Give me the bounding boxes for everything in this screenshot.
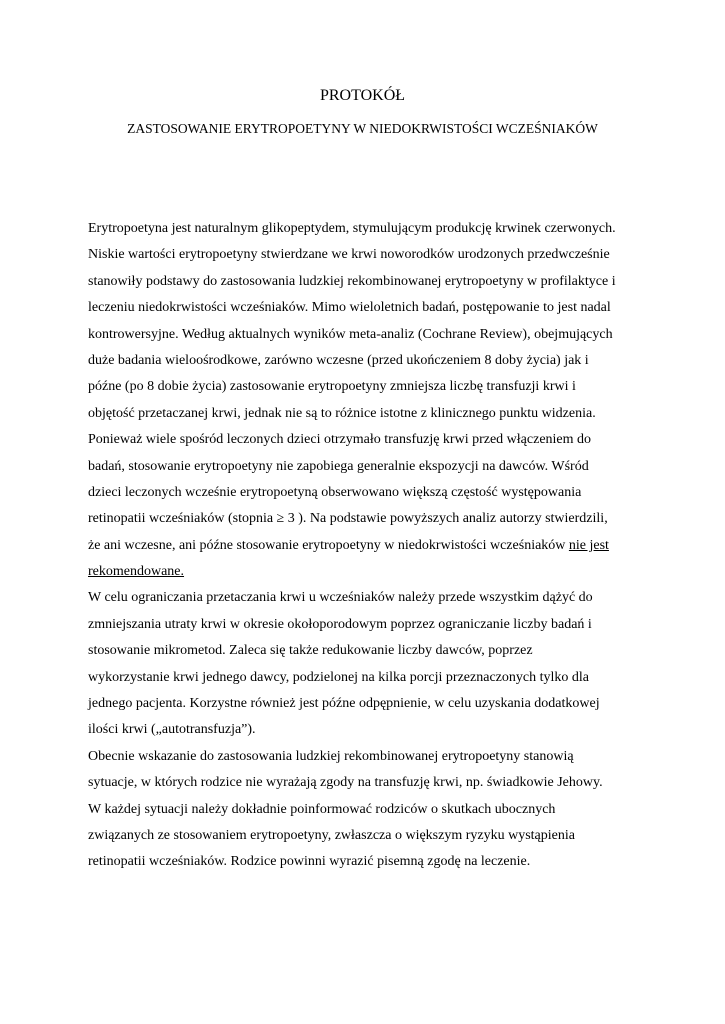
paragraph-4: [88, 800, 648, 879]
paragraph-3: [88, 747, 648, 800]
paragraph-line: objętość przetaczanej krwi, jednak nie są to różnice istotne z klinicznego punktu widzenia.: [88, 405, 596, 421]
paragraph-line: W każdej sytuacji należy dokładnie poinformować rodziców o skutkach ubocznych: [88, 801, 556, 817]
underlined-text: nie jest: [568, 537, 609, 553]
paragraph-line: kontrowersyjne. Według aktualnych wyników meta-analiz (Cochrane Review), obejmujących: [88, 326, 613, 342]
document-subtitle: ZASTOSOWANIE ERYTROPOETYNY W NIEDOKRWISTOŚCI WCZEŚNIAKÓW: [127, 121, 598, 136]
paragraph-line: [88, 536, 648, 562]
paragraph-line: Niskie wartości erytropoetyny stwierdzane we krwi noworodków urodzonych przedwcześnie: [88, 247, 610, 263]
paragraph-line: retinopatii wcześniaków. Rodzice powinni wyrazić pisemną zgodę na leczenie.: [88, 854, 531, 870]
paragraph-line: retinopatii wcześniaków (stopnia ≥ 3 ). Na podstawie powyższych analiz autorzy stwierdzili,: [88, 511, 608, 527]
paragraph-line: [88, 562, 648, 588]
paragraph-2: [88, 588, 648, 746]
paragraph-line: ilości krwi („autotransfuzja”).: [88, 722, 256, 738]
paragraph-line: związanych ze stosowaniem erytropoetyny, zwłaszcza o większym ryzyku wystąpienia: [88, 827, 575, 843]
paragraph-line: sytuacje, w których rodzice nie wyrażają zgody na transfuzję krwi, np. świadkowie Jehowy.: [88, 775, 603, 791]
paragraph-line: W celu ograniczania przetaczania krwi u wcześniaków należy przede wszystkim dążyć do: [88, 590, 593, 606]
paragraph-line: duże badania wieloośrodkowe, zarówno wczesne (przed ukończeniem 8 doby życia) jak i: [88, 352, 589, 368]
paragraph-line: Obecnie wskazanie do zastosowania ludzkiej rekombinowanej erytropoetyny stanowią: [88, 748, 574, 764]
paragraph-line: stosowanie mikrometod. Zaleca się także redukowanie liczby dawców, poprzez: [88, 643, 533, 659]
paragraph-line: Erytropoetyna jest naturalnym glikopeptydem, stymulującym produkcję krwinek czerwonych.: [88, 221, 616, 236]
paragraph-line: stanowiły podstawy do zastosowania ludzkiej rekombinowanej erytropoetyny w profilaktyce i: [88, 273, 616, 289]
document-body: [88, 219, 648, 879]
paragraph-line: wykorzystanie krwi jednego dawcy, podzielonej na kilka porcji przeznaczonych tylko dla: [88, 669, 589, 685]
underlined-text: rekomendowane.: [88, 564, 185, 580]
paragraph-line: badań, stosowanie erytropoetyny nie zapobiega generalnie ekspozycji na dawców. Wśród: [88, 458, 589, 474]
paragraph-1: [88, 219, 648, 588]
document-title: PROTOKÓŁ: [319, 87, 406, 104]
paragraph-line: jednego pacjenta. Korzystne również jest późne odpępnienie, w celu uzyskania dodatkowej: [88, 696, 600, 712]
paragraph-line: zmniejszania utraty krwi w okresie okołoporodowym poprzez ograniczanie liczby badań i: [88, 616, 592, 632]
paragraph-line: dzieci leczonych wcześnie erytropoetyną obserwowano większą częstość występowania: [88, 484, 582, 500]
paragraph-line: Ponieważ wiele spośród leczonych dzieci otrzymało transfuzję krwi przed włączeniem do: [88, 432, 592, 448]
line-text: że ani wczesne, ani późne stosowanie erytropoetyny w niedokrwistości wcześniaków: [88, 537, 569, 553]
paragraph-line: późne (po 8 dobie życia) zastosowanie erytropoetyny zmniejsza liczbę transfuzji krwi i: [88, 379, 576, 395]
paragraph-line: leczeniu niedokrwistości wcześniaków. Mimo wieloletnich badań, postępowanie to jest nadal: [88, 300, 611, 316]
